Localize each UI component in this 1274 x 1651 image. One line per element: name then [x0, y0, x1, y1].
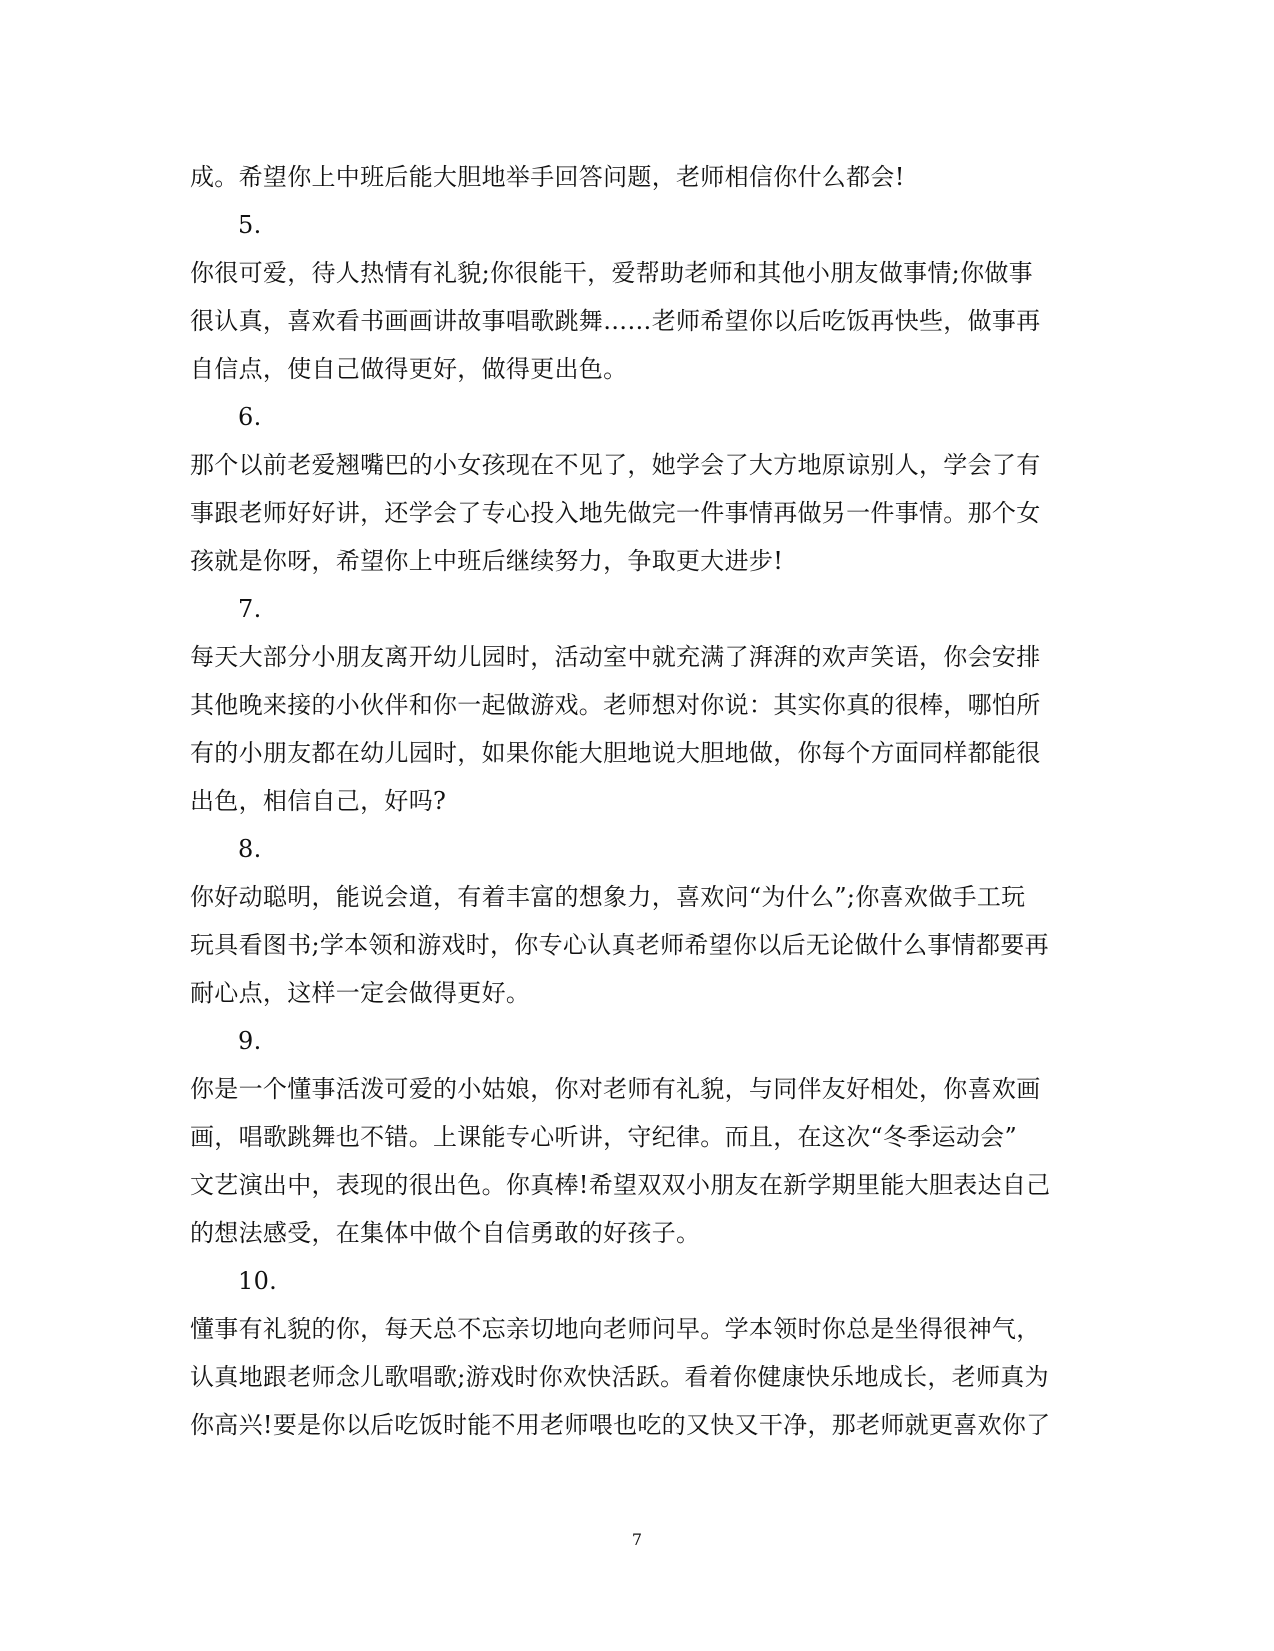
text-line: 孩就是你呀，希望你上中班后继续努力，争取更大进步! [190, 547, 784, 575]
item-number: 7. [238, 595, 262, 623]
document-body [190, 153, 1090, 1449]
text-line: 自信点，使自己做得更好，做得更出色。 [190, 355, 628, 383]
text-line: 你是一个懂事活泼可爱的小姑娘，你对老师有礼貌，与同伴友好相处，你喜欢画 [190, 1075, 1041, 1103]
text-line: 那个以前老爱翘嘴巴的小女孩现在不见了，她学会了大方地原谅别人，学会了有 [190, 451, 1041, 479]
item-number: 10. [238, 1267, 278, 1295]
text-line: 你好动聪明，能说会道，有着丰富的想象力，喜欢问“为什么”;你喜欢做手工玩 [190, 883, 1026, 911]
text-line: 每天大部分小朋友离开幼儿园时，活动室中就充满了湃湃的欢声笑语，你会安排 [190, 643, 1041, 671]
text-line: 你很可爱，待人热情有礼貌;你很能干，爱帮助老师和其他小朋友做事情;你做事 [190, 259, 1033, 287]
item-number: 6. [238, 403, 262, 431]
text-line: 认真地跟老师念儿歌唱歌;游戏时你欢快活跃。看着你健康快乐地成长，老师真为 [190, 1363, 1049, 1391]
text-line: 你高兴!要是你以后吃饭时能不用老师喂也吃的又快又干净，那老师就更喜欢你了 [190, 1411, 1051, 1439]
text-line: 出色，相信自己，好吗? [190, 787, 447, 815]
text-line: 耐心点，这样一定会做得更好。 [190, 979, 531, 1007]
text-line: 成。希望你上中班后能大胆地举手回答问题，老师相信你什么都会! [190, 163, 905, 191]
text-line: 玩具看图书;学本领和游戏时，你专心认真老师希望你以后无论做什么事情都要再 [190, 931, 1049, 959]
text-line: 很认真，喜欢看书画画讲故事唱歌跳舞……老师希望你以后吃饭再快些，做事再 [190, 307, 1041, 335]
text-line: 其他晚来接的小伙伴和你一起做游戏。老师想对你说：其实你真的很棒，哪怕所 [190, 691, 1041, 719]
text-line: 事跟老师好好讲，还学会了专心投入地先做完一件事情再做另一件事情。那个女 [190, 499, 1041, 527]
text-line: 的想法感受，在集体中做个自信勇敢的好孩子。 [190, 1219, 701, 1247]
text-line: 懂事有礼貌的你，每天总不忘亲切地向老师问早。学本领时你总是坐得很神气， [190, 1315, 1041, 1343]
item-number: 5. [238, 211, 262, 239]
text-line: 文艺演出中，表现的很出色。你真棒!希望双双小朋友在新学期里能大胆表达自己 [190, 1171, 1051, 1199]
page-number: 7 [631, 1530, 643, 1549]
item-number: 8. [238, 835, 262, 863]
text-line: 有的小朋友都在幼儿园时，如果你能大胆地说大胆地做，你每个方面同样都能很 [190, 739, 1041, 767]
item-number: 9. [238, 1027, 262, 1055]
text-line: 画，唱歌跳舞也不错。上课能专心听讲，守纪律。而且，在这次“冬季运动会” [190, 1123, 1018, 1151]
